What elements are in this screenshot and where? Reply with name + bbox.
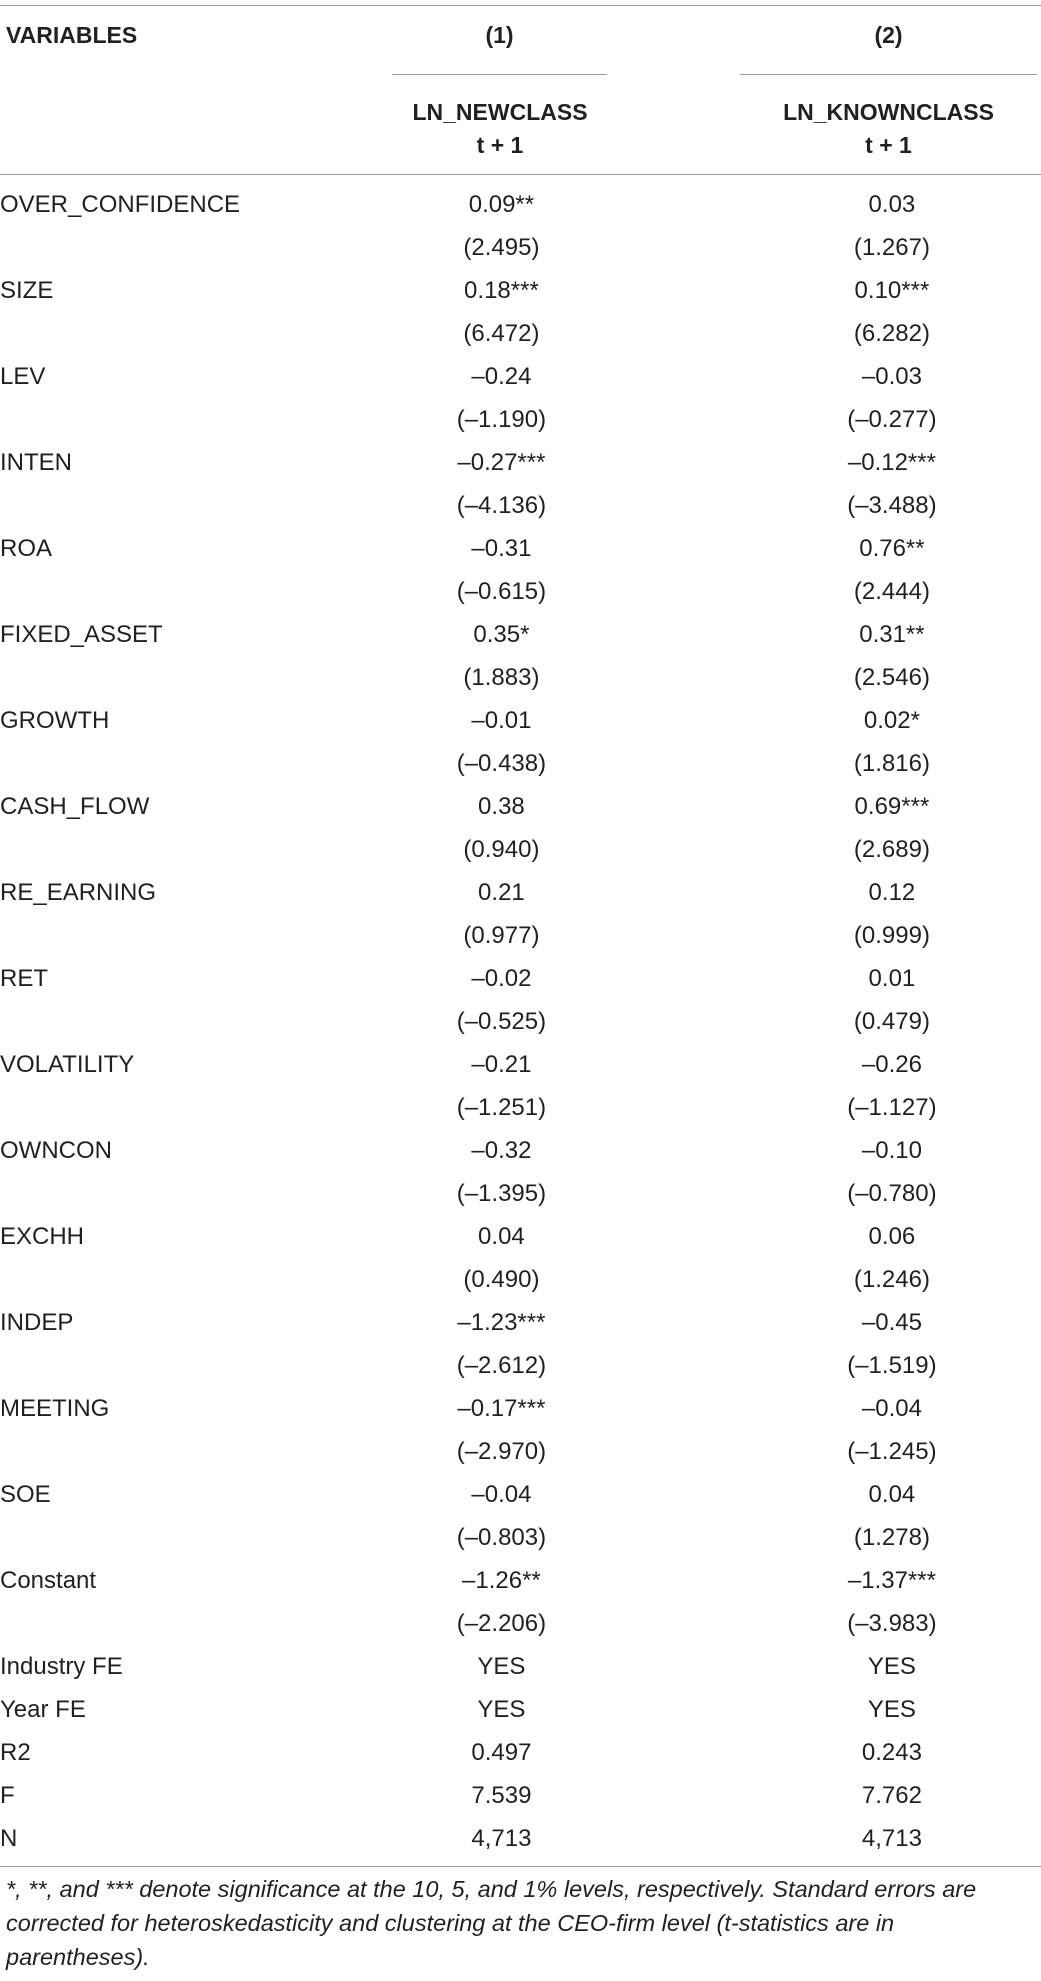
column-2-value: –0.10 [861, 1137, 922, 1164]
row-label [0, 1516, 394, 1559]
row-label: INDEP [0, 1309, 74, 1336]
column-1-value: (6.472) [463, 320, 540, 347]
column-gap [609, 1817, 743, 1860]
column-2-value: (–3.488) [847, 492, 937, 519]
column-2-header [740, 96, 1037, 162]
column-gap [609, 1344, 743, 1387]
row-label: R2 [0, 1739, 31, 1766]
table-row [0, 183, 1041, 226]
row-label: Constant [0, 1567, 97, 1594]
column-1-underline [392, 74, 607, 75]
column-1-value: (–0.615) [456, 578, 547, 605]
column-gap [609, 527, 743, 570]
row-label: MEETING [0, 1395, 110, 1422]
column-1-value: (–0.438) [456, 750, 547, 777]
column-gap [609, 484, 743, 527]
table-row [0, 484, 1041, 527]
column-1-value: 0.09** [468, 191, 535, 218]
table-row [0, 1688, 1041, 1731]
column-2-value: (2.444) [853, 578, 930, 605]
column-2-value: –0.12*** [847, 449, 936, 476]
column-gap [609, 1516, 743, 1559]
column-1-value: –0.21 [471, 1051, 532, 1078]
column-1-value: 4,713 [471, 1825, 532, 1852]
row-label: SIZE [0, 277, 54, 304]
column-1-value: –0.32 [471, 1137, 532, 1164]
column-gap [609, 1000, 743, 1043]
column-gap [609, 355, 743, 398]
table-row [0, 1000, 1041, 1043]
column-gap [609, 914, 743, 957]
column-2-value: YES [867, 1696, 916, 1723]
column-1-value: (–2.206) [456, 1610, 547, 1637]
column-1-value: –1.26** [462, 1567, 541, 1594]
column-1-value: (0.940) [463, 836, 540, 863]
row-label: VOLATILITY [0, 1051, 135, 1078]
column-gap [609, 613, 743, 656]
row-label: RE_EARNING [0, 879, 157, 906]
column-2-value: (–1.127) [847, 1094, 937, 1121]
column-gap [609, 1387, 743, 1430]
bottom-rule [0, 1866, 1041, 1867]
column-gap [609, 1602, 743, 1645]
column-2-value: –0.04 [861, 1395, 922, 1422]
table-row [0, 1645, 1041, 1688]
column-1-value: –0.24 [471, 363, 532, 390]
row-label [0, 656, 394, 699]
table-row [0, 1473, 1041, 1516]
column-2-value: 0.10*** [854, 277, 930, 304]
table-row [0, 871, 1041, 914]
table-row [0, 742, 1041, 785]
column-gap [609, 785, 743, 828]
table-row [0, 656, 1041, 699]
row-label [0, 1000, 394, 1043]
column-1-value: YES [477, 1653, 526, 1680]
column-1-value: 0.04 [478, 1223, 525, 1250]
column-2-value: 0.06 [868, 1223, 916, 1250]
column-gap [609, 398, 743, 441]
column-gap [609, 1129, 743, 1172]
column-1-value: YES [477, 1696, 526, 1723]
table-row [0, 1602, 1041, 1645]
column-1-value: 0.35* [473, 621, 530, 648]
table-row [0, 613, 1041, 656]
column-2-value: (1.267) [853, 234, 930, 261]
column-2-value: 0.31** [859, 621, 925, 648]
column-gap [609, 1172, 743, 1215]
table-row [0, 226, 1041, 269]
column-2-value: 0.02* [863, 707, 920, 734]
column-2-value: –0.45 [861, 1309, 922, 1336]
column-gap [609, 1215, 743, 1258]
row-label: GROWTH [0, 707, 110, 734]
column-2-value: (0.999) [853, 922, 930, 949]
column-2-value: (–3.983) [847, 1610, 937, 1637]
column-1-value: (–1.395) [456, 1180, 547, 1207]
table-row [0, 441, 1041, 484]
column-1-value: (–1.190) [456, 406, 547, 433]
row-label: Year FE [0, 1696, 86, 1723]
column-2-value: (0.479) [853, 1008, 930, 1035]
column-gap [609, 1645, 743, 1688]
table-row [0, 785, 1041, 828]
column-2-value: –1.37*** [847, 1567, 936, 1594]
column-2-value: 0.03 [868, 191, 916, 218]
column-1-value: 0.18*** [464, 277, 539, 304]
column-2-underline [740, 74, 1037, 75]
table-row [0, 1086, 1041, 1129]
column-2-value: (6.282) [853, 320, 930, 347]
table-row [0, 527, 1041, 570]
table-row [0, 1774, 1041, 1817]
column-2-value: (–0.780) [847, 1180, 937, 1207]
row-label: INTEN [0, 449, 72, 476]
column-gap [609, 1086, 743, 1129]
column-2-value: (–1.519) [847, 1352, 937, 1379]
column-gap [609, 1774, 743, 1817]
column-2-value: 0.243 [861, 1739, 922, 1766]
column-2-value: 0.04 [868, 1481, 916, 1508]
table-row [0, 1215, 1041, 1258]
row-label: CASH_FLOW [0, 793, 150, 820]
row-label [0, 1172, 394, 1215]
column-1-value: (–0.525) [456, 1008, 547, 1035]
row-label: Industry FE [0, 1653, 123, 1680]
column-2-value: (1.246) [853, 1266, 930, 1293]
column-2-value: YES [867, 1653, 916, 1680]
table-row [0, 1258, 1041, 1301]
row-label: LEV [0, 363, 46, 390]
table-row [0, 914, 1041, 957]
column-1-value: (2.495) [463, 234, 540, 261]
column-1-value: –0.04 [471, 1481, 532, 1508]
column-1-value: –1.23*** [457, 1309, 546, 1336]
table-row [0, 957, 1041, 1000]
column-gap [609, 570, 743, 613]
row-label [0, 1430, 394, 1473]
column-gap [609, 699, 743, 742]
row-label: ROA [0, 535, 53, 562]
column-1-value: –0.17*** [457, 1395, 546, 1422]
column-2-value: (–0.277) [847, 406, 937, 433]
column-2-value: 0.12 [868, 879, 916, 906]
column-1-value: (–2.970) [456, 1438, 547, 1465]
column-gap [609, 1688, 743, 1731]
table-row [0, 1731, 1041, 1774]
column-2-value: –0.26 [861, 1051, 922, 1078]
column-gap [609, 1559, 743, 1602]
column-2-value: (1.816) [853, 750, 930, 777]
table-row [0, 699, 1041, 742]
row-label [0, 742, 394, 785]
column-gap [609, 828, 743, 871]
row-label [0, 1258, 394, 1301]
table-row [0, 1043, 1041, 1086]
column-gap [609, 1258, 743, 1301]
table-row [0, 269, 1041, 312]
row-label [0, 914, 394, 957]
header-rule [0, 174, 1041, 175]
column-gap [609, 1473, 743, 1516]
results-table [0, 183, 1041, 1860]
column-2-value: 4,713 [861, 1825, 922, 1852]
column-1-value: (1.883) [463, 664, 540, 691]
table-row [0, 1430, 1041, 1473]
row-label [0, 1602, 394, 1645]
column-1-value: (–0.803) [456, 1524, 547, 1551]
column-1-value: (–2.612) [456, 1352, 547, 1379]
row-label: EXCHH [0, 1223, 85, 1250]
column-1-value: (0.490) [463, 1266, 540, 1293]
row-label [0, 1344, 394, 1387]
row-label [0, 398, 394, 441]
table-row [0, 312, 1041, 355]
row-label: OWNCON [0, 1137, 112, 1164]
column-2-value: (1.278) [853, 1524, 930, 1551]
row-label: SOE [0, 1481, 51, 1508]
column-gap [609, 742, 743, 785]
column-2-sub: t + 1 [865, 132, 912, 158]
table-row [0, 1129, 1041, 1172]
column-1-header [380, 96, 620, 162]
column-2-value: (2.689) [853, 836, 930, 863]
column-2-number: (2) [874, 22, 903, 48]
row-label [0, 226, 394, 269]
column-1-value: (–1.251) [456, 1094, 547, 1121]
row-label [0, 312, 394, 355]
column-1-value: (–4.136) [456, 492, 547, 519]
column-1-value: –0.01 [471, 707, 532, 734]
column-1-number: (1) [485, 22, 514, 48]
column-gap [609, 441, 743, 484]
table-row [0, 1516, 1041, 1559]
row-label [0, 570, 394, 613]
column-1-sub: t + 1 [476, 132, 524, 158]
column-1-value: 0.497 [471, 1739, 532, 1766]
column-1-value: –0.27*** [457, 449, 546, 476]
row-label: OVER_CONFIDENCE [0, 191, 241, 218]
column-gap [609, 1430, 743, 1473]
column-2-value: 0.01 [868, 965, 916, 992]
row-label [0, 828, 394, 871]
column-gap [609, 1301, 743, 1344]
column-gap [609, 269, 743, 312]
column-gap [609, 226, 743, 269]
row-label: F [0, 1782, 15, 1809]
row-label: N [0, 1825, 18, 1852]
table-row [0, 398, 1041, 441]
table-row [0, 1301, 1041, 1344]
table-row [0, 1344, 1041, 1387]
top-rule [0, 5, 1041, 6]
table-row [0, 1559, 1041, 1602]
column-gap [609, 1043, 743, 1086]
column-2-value: (–1.245) [847, 1438, 937, 1465]
column-1-value: (0.977) [463, 922, 540, 949]
column-1-value: 0.21 [478, 879, 525, 906]
column-2-name: LN_KNOWNCLASS [783, 99, 994, 125]
row-label [0, 1086, 394, 1129]
results-table-body [0, 183, 1041, 1860]
row-label: FIXED_ASSET [0, 621, 163, 648]
column-2-value: 7.762 [861, 1782, 922, 1809]
row-label: RET [0, 965, 48, 992]
column-gap [609, 312, 743, 355]
table-footnote: *, **, and *** denote significance at the 10, 5, and 1% levels, respectively. Standard errors are corrected for heteroskedasticity and clustering at the CEO-firm level (t-statistics are in parentheses). [6, 1876, 977, 1970]
column-1-value: 7.539 [471, 1782, 532, 1809]
column-gap [609, 871, 743, 914]
column-1-value: –0.02 [471, 965, 532, 992]
table-row [0, 355, 1041, 398]
column-1-value: 0.38 [478, 793, 525, 820]
table-row [0, 828, 1041, 871]
column-1-value: –0.31 [471, 535, 532, 562]
column-2-value: (2.546) [853, 664, 930, 691]
table-row [0, 1817, 1041, 1860]
column-gap [609, 183, 743, 226]
table-row [0, 1172, 1041, 1215]
column-2-value: 0.69*** [854, 793, 930, 820]
variables-header: VARIABLES [6, 22, 138, 48]
table-row [0, 1387, 1041, 1430]
row-label [0, 484, 394, 527]
column-gap [609, 656, 743, 699]
column-2-value: –0.03 [861, 363, 922, 390]
column-2-value: 0.76** [859, 535, 925, 562]
column-gap [609, 957, 743, 1000]
table-row [0, 570, 1041, 613]
column-1-name: LN_NEWCLASS [412, 99, 588, 125]
column-gap [609, 1731, 743, 1774]
